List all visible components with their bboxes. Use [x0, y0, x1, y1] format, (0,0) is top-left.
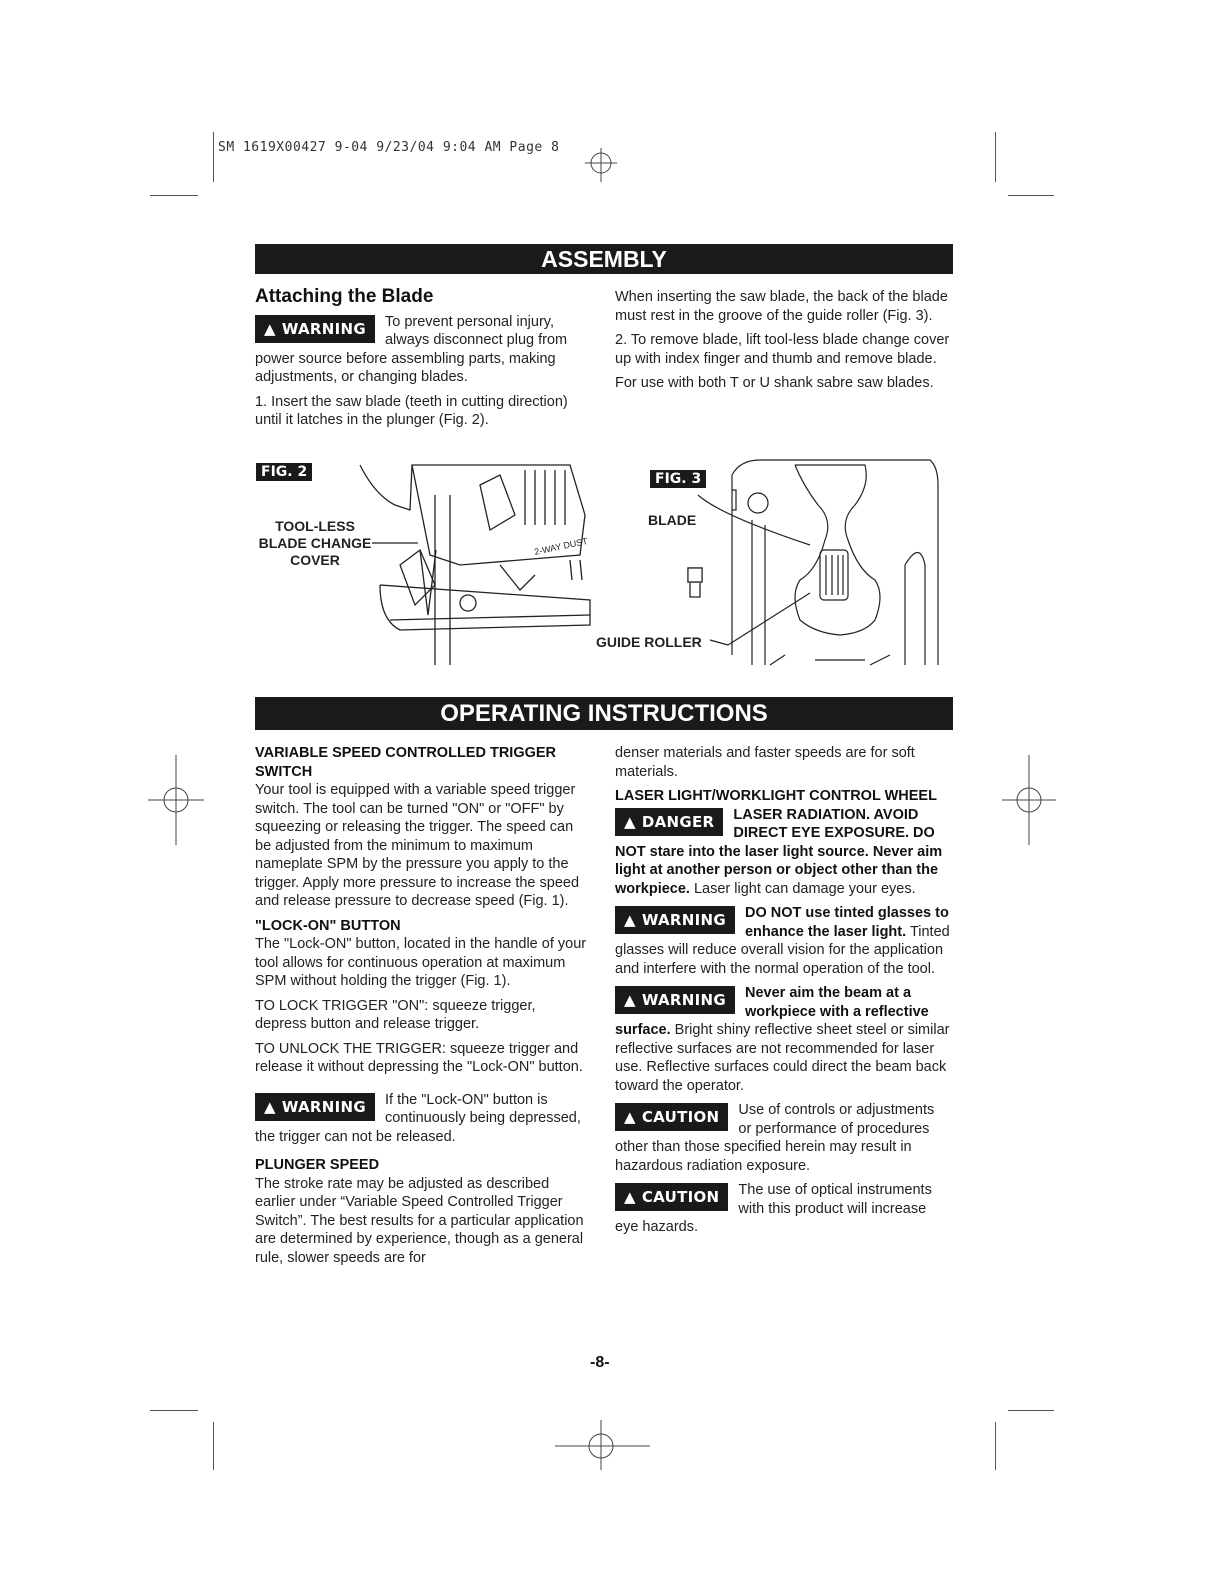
danger-tail-text: Laser light can damage your eyes.: [693, 880, 916, 897]
blade-groove-text: When inserting the saw blade, the back of the blade must rest in the groove of the guide roller (Fig. 3).: [615, 289, 948, 324]
step-1-text: 1. Insert the saw blade (teeth in cutting direction) until it latches in the plunger (Fig. 2).: [255, 393, 568, 428]
reflective-warning-badge: ▲ WARNING: [615, 986, 735, 1014]
warning-triangle-icon: ▲: [264, 319, 276, 338]
assembly-left-column: [255, 288, 591, 436]
fig-2-illustration: [340, 455, 610, 670]
lock-warning-text: If the "Lock-ON" button is continuously being depressed, the trigger can not be released.: [255, 1091, 581, 1145]
fig-3-label: FIG. 3: [650, 470, 706, 488]
warning-triangle-icon: ▲: [624, 812, 636, 831]
laser-light-title: LASER LIGHT/WORKLIGHT CONTROL WHEEL: [615, 788, 937, 804]
operating-right-column: [615, 744, 951, 1243]
unlock-trigger-text: TO UNLOCK THE TRIGGER: squeeze trigger and release it without depressing the "Lock-ON" button.: [255, 1040, 583, 1075]
shank-note-text: For use with both T or U shank sabre saw blades.: [615, 375, 934, 391]
lock-warning-badge: ▲ WARNING: [255, 1093, 375, 1121]
tinted-glasses-tail-text: Tinted glasses will reduce overall vision for the application and interfere with the normal operation of the tool.: [615, 923, 950, 977]
warning-badge: ▲ WARNING: [255, 315, 375, 343]
warning-text: To prevent personal injury, always disconnect plug from power source before assembling parts, making adjustments, or changing blades.: [255, 313, 568, 385]
lock-on-title: "LOCK-ON" BUTTON: [255, 917, 401, 934]
optical-caution-text: The use of optical instruments with this product will increase eye hazards.: [615, 1182, 932, 1235]
reflective-tail-text: Bright shiny reflective sheet steel or similar reflective surfaces are not recommended for laser use. Reflective surfaces could direct the beam back toward the operator.: [615, 1022, 950, 1094]
warning-triangle-icon: ▲: [624, 911, 636, 929]
print-header: SM 1619X00427 9-04 9/23/04 9:04 AM Page 8: [218, 140, 560, 155]
controls-caution-text: Use of controls or adjustments or performance of procedures other than those specified herein may result in hazardous radiation exposure.: [615, 1102, 935, 1174]
warning-triangle-icon: ▲: [624, 1108, 636, 1126]
page-number: -8-: [590, 1354, 610, 1371]
fig-2-label: FIG. 2: [256, 463, 312, 481]
attaching-blade-title: Attaching the Blade: [255, 286, 434, 307]
controls-caution-badge: ▲ CAUTION: [615, 1103, 728, 1131]
danger-badge: ▲ DANGER: [615, 808, 723, 836]
assembly-right-column: [615, 288, 951, 399]
warning-triangle-icon: ▲: [624, 991, 636, 1009]
operating-left-column: [255, 744, 591, 1273]
plunger-speed-title: PLUNGER SPEED: [255, 1157, 380, 1173]
variable-speed-title: VARIABLE SPEED CONTROLLED TRIGGER SWITCH: [255, 745, 557, 780]
lock-trigger-text: TO LOCK TRIGGER "ON": squeeze trigger, depress button and release trigger.: [255, 997, 536, 1032]
speed-continuation-text: denser materials and faster speeds are for soft materials.: [615, 745, 915, 780]
optical-caution-badge: ▲ CAUTION: [615, 1183, 728, 1211]
lock-on-text: The "Lock-ON" button, located in the handle of your tool allows for continuous operation at maximum SPM without holding the trigger (Fig. 1).: [255, 936, 587, 989]
svg-text:2-WAY DUST: 2-WAY DUST: [533, 535, 589, 557]
reflective-bold-text: Never aim the beam at a workpiece with a reflective surface.: [615, 985, 929, 1038]
fig-3-illustration: [680, 455, 950, 670]
step-2-text: 2. To remove blade, lift tool-less blade change cover up with index finger and thumb and remove blade.: [615, 332, 950, 367]
operating-section-header: OPERATING INSTRUCTIONS: [255, 697, 953, 730]
plunger-speed-text: The stroke rate may be adjusted as described earlier under “Variable Speed Controlled Trigger Switch”. The best results for a particular application are determined by experience, though as a general rule, slower speeds are for: [255, 1175, 584, 1266]
assembly-section-header: ASSEMBLY: [255, 244, 953, 274]
up-arrow-icon: [681, 561, 709, 597]
danger-bold-text: LASER RADIATION. AVOID DIRECT EYE EXPOSURE. DO NOT stare into the laser light source. Never aim light at another person or object other than the workpiece.: [615, 806, 943, 897]
tool-less-callout: TOOL-LESS BLADE CHANGE COVER: [258, 518, 372, 568]
warning-triangle-icon: ▲: [264, 1097, 276, 1116]
tinted-glasses-bold-text: DO NOT use tinted glasses to enhance the laser light.: [744, 905, 949, 940]
variable-speed-text: Your tool is equipped with a variable speed trigger switch. The tool can be turned "ON" or "OFF" by squeezing or releasing the trigger. The speed can be adjusted from the minimum to maximum nameplate SPM by the pressure you apply to the trigger. Apply more pressure to increase the speed and release pressure to decrease speed (Fig. 1).: [255, 782, 580, 909]
tinted-glasses-warning-badge: ▲ WARNING: [615, 906, 735, 934]
warning-triangle-icon: ▲: [624, 1188, 636, 1206]
guide-roller-callout: GUIDE ROLLER: [596, 634, 702, 650]
blade-callout: BLADE: [648, 512, 697, 528]
